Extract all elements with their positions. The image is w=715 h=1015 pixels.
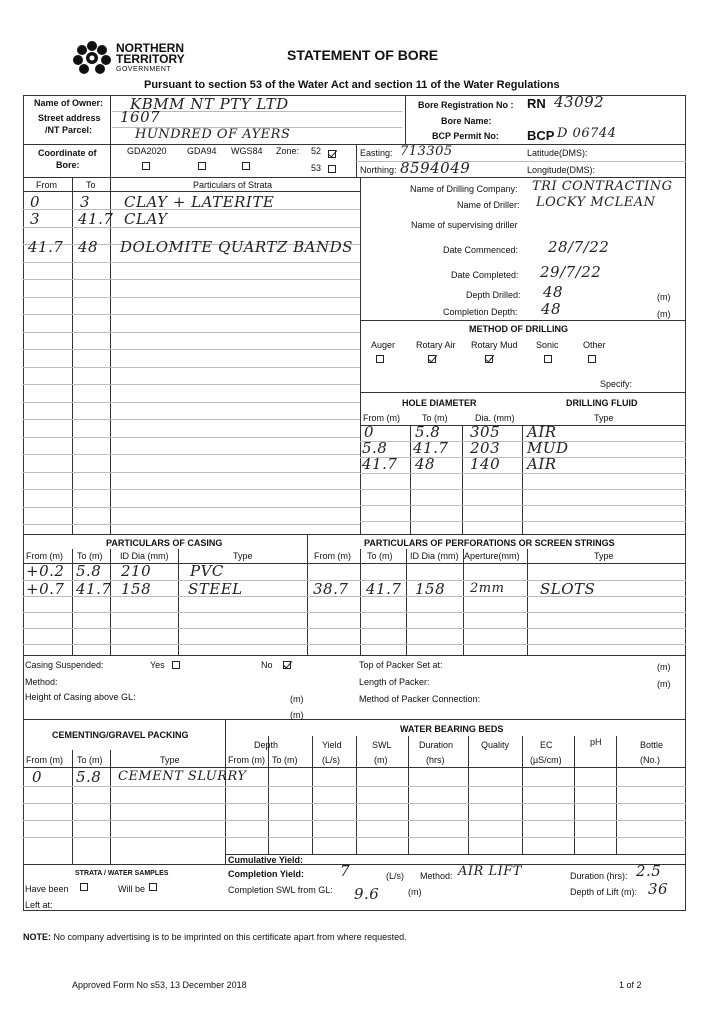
wb-duration-unit: (hrs): [426, 755, 445, 765]
method-title: METHOD OF DRILLING: [469, 324, 568, 334]
casing-title: PARTICULARS OF CASING: [106, 538, 223, 548]
casing-row-1-type[interactable]: PVC: [190, 562, 224, 580]
ruled-line: [360, 505, 686, 506]
cementing-row-1-type[interactable]: CEMENT SLURRY: [118, 769, 247, 784]
page-subtitle: Pursuant to section 53 of the Water Act and section 11 of the Water Regulations: [144, 79, 560, 91]
divider: [110, 549, 111, 655]
zone-52-label: 52: [311, 146, 322, 156]
bcp-label: BCP Permit No:: [432, 131, 499, 141]
perf-to-header: To (m): [367, 551, 393, 561]
completion-method-value[interactable]: AIR LIFT: [458, 864, 522, 879]
method-sonic-checkbox[interactable]: [544, 355, 552, 363]
supervising-driller-label: Name of supervising driller: [411, 220, 518, 230]
bore-reg-label: Bore Registration No :: [418, 100, 514, 110]
completion-swl-label: Completion SWL from GL:: [228, 885, 333, 895]
depth-of-lift-value[interactable]: 36: [648, 880, 669, 898]
divider: [225, 719, 226, 864]
wb-swl-header: SWL: [372, 740, 392, 750]
casing-type-header: Type: [233, 551, 253, 561]
ruled-line: [23, 332, 360, 333]
perf-from-header: From (m): [314, 551, 351, 561]
ruled-line: [23, 820, 686, 821]
ruled-line: [23, 402, 360, 403]
cementing-type-header: Type: [160, 755, 180, 765]
suspended-no-label: No: [261, 660, 273, 670]
date-completed-label: Date Completed:: [451, 270, 519, 280]
hole-row-1-from[interactable]: 0: [364, 423, 375, 441]
footer-note-label: NOTE:: [23, 932, 51, 942]
strata-row-3-desc[interactable]: DOLOMITE QUARTZ BANDS: [120, 238, 353, 256]
wb-depth-header: Depth: [254, 740, 279, 750]
divider: [23, 534, 686, 535]
logo-text-government: GOVERNMENT: [116, 66, 172, 73]
strata-row-3-to[interactable]: 48: [78, 238, 99, 256]
samples-will-be-checkbox[interactable]: [149, 883, 157, 891]
samples-will-be-label: Will be: [118, 884, 146, 894]
drilling-company-value[interactable]: TRI CONTRACTING: [532, 179, 673, 194]
northing-value[interactable]: 8594049: [400, 159, 471, 177]
cumulative-yield-label: Cumulative Yield:: [228, 855, 304, 865]
ruled-line: [360, 441, 686, 442]
wb-duration-header: Duration: [419, 740, 454, 750]
method-auger-checkbox[interactable]: [376, 355, 384, 363]
ruled-line: [23, 297, 360, 298]
footer-note: [23, 932, 407, 942]
ruled-line: [23, 437, 360, 438]
method-rotary-air-label: Rotary Air: [416, 340, 456, 350]
ruled-line: [23, 384, 360, 385]
hole-row-1-to[interactable]: 5.8: [415, 423, 441, 441]
form-number: Approved Form No s53, 13 December 2018: [72, 980, 247, 990]
driller-label: Name of Driller:: [457, 200, 520, 210]
casing-height-unit-2: (m): [290, 710, 304, 720]
driller-value[interactable]: LOCKY MCLEAN: [536, 195, 656, 210]
suspended-yes-checkbox[interactable]: [172, 661, 180, 669]
ruled-line: [23, 314, 360, 315]
ruled-line: [23, 367, 360, 368]
parcel-value[interactable]: HUNDRED OF AYERS: [135, 127, 291, 142]
page-title: STATEMENT OF BORE: [287, 47, 439, 63]
depth-drilled-unit: (m): [657, 292, 671, 302]
wb-from-header: From (m): [228, 755, 265, 765]
hole-row-3-type[interactable]: AIR: [527, 455, 557, 473]
wgs84-checkbox[interactable]: [242, 162, 250, 170]
hole-row-2-from[interactable]: 5.8: [362, 439, 388, 457]
bcp-value[interactable]: D 06744: [557, 126, 617, 141]
parcel-label: /NT Parcel:: [45, 125, 93, 135]
cementing-to-header: To (m): [77, 755, 103, 765]
perf-id-header: ID Dia (mm): [410, 551, 459, 561]
casing-id-header: ID Dia (mm): [120, 551, 169, 561]
wb-ph-header: pH: [590, 737, 602, 747]
casing-height-unit: (m): [290, 694, 304, 704]
hole-from-header: From (m): [363, 413, 400, 423]
casing-suspended-label: Casing Suspended:: [25, 660, 104, 670]
method-rotary-mud-checkbox[interactable]: [485, 355, 493, 363]
wb-quality-header: Quality: [481, 740, 510, 750]
gda94-checkbox[interactable]: [198, 162, 206, 170]
casing-row-1-from[interactable]: +0.2: [26, 562, 65, 580]
strata-row-2-to[interactable]: 41.7: [78, 210, 114, 228]
hole-diameter-title: HOLE DIAMETER: [402, 398, 477, 408]
method-rotary-air-checkbox[interactable]: [428, 355, 436, 363]
divider: [23, 655, 686, 656]
divider: [406, 549, 407, 655]
strata-to-header: To: [86, 180, 96, 190]
hole-row-2-dia[interactable]: 203: [470, 439, 501, 457]
hole-row-2-to[interactable]: 41.7: [413, 439, 449, 457]
wb-yield-unit: (L/s): [322, 755, 340, 765]
perf-row-1-from[interactable]: 38.7: [313, 580, 349, 598]
cementing-title: CEMENTING/GRAVEL PACKING: [52, 730, 189, 740]
bore-reg-value[interactable]: 43092: [554, 93, 605, 111]
fluid-type-header: Type: [594, 413, 614, 423]
street-label: Street address: [38, 113, 101, 123]
ruled-line: [23, 524, 360, 525]
casing-to-header: To (m): [77, 551, 103, 561]
datum-gda94: GDA94: [187, 146, 217, 156]
divider: [360, 320, 686, 321]
ruled-line: [23, 612, 686, 613]
wb-bottle-unit: (No.): [640, 755, 660, 765]
divider: [110, 144, 111, 177]
wb-swl-unit: (m): [374, 755, 388, 765]
datum-wgs84: WGS84: [231, 146, 263, 156]
wb-yield-header: Yield: [322, 740, 342, 750]
divider: [23, 177, 686, 178]
divider: [72, 549, 73, 655]
divider: [110, 750, 111, 864]
perforations-title: PARTICULARS OF PERFORATIONS OR SCREEN STRINGS: [364, 538, 615, 548]
method-other-label: Other: [583, 340, 606, 350]
packer-top-unit: (m): [657, 662, 671, 672]
strata-row-3-from[interactable]: 41.7: [28, 238, 64, 256]
completion-yield-value[interactable]: 7: [340, 862, 351, 880]
longitude-label: Longitude(DMS):: [527, 165, 596, 175]
hole-row-3-dia[interactable]: 140: [470, 455, 501, 473]
method-auger-label: Auger: [371, 340, 396, 350]
casing-row-2-to[interactable]: 41.7: [76, 580, 112, 598]
casing-row-1-id[interactable]: 210: [121, 562, 152, 580]
ruled-line: [360, 457, 686, 458]
date-completed-value[interactable]: 29/7/22: [540, 263, 602, 281]
completion-yield-label: Completion Yield:: [228, 869, 305, 879]
completion-depth-unit: (m): [657, 309, 671, 319]
samples-have-been-label: Have been: [25, 884, 69, 894]
strata-row-1-to[interactable]: 3: [80, 193, 91, 211]
divider: [72, 177, 73, 534]
method-specify-label: Specify:: [600, 379, 633, 389]
completion-duration-label: Duration (hrs):: [570, 871, 628, 881]
completion-depth-value[interactable]: 48: [541, 300, 562, 318]
divider: [463, 549, 464, 655]
divider: [307, 534, 308, 655]
cementing-row-1-to[interactable]: 5.8: [76, 768, 102, 786]
divider: [23, 864, 686, 865]
method-sonic-label: Sonic: [536, 340, 559, 350]
divider: [527, 549, 528, 655]
street-value[interactable]: 1607: [120, 108, 161, 126]
completion-swl-unit: (m): [408, 887, 422, 897]
perf-aperture-header: Aperture(mm): [464, 551, 520, 561]
zone-53-checkbox[interactable]: [328, 165, 336, 173]
strata-particulars-header: Particulars of Strata: [193, 180, 273, 190]
bore-name-label: Bore Name:: [441, 116, 492, 126]
divider: [110, 95, 111, 144]
casing-row-2-type[interactable]: STEEL: [188, 580, 243, 598]
drilling-fluid-title: DRILLING FLUID: [566, 398, 638, 408]
divider: [72, 750, 73, 864]
casing-row-2-id[interactable]: 158: [121, 580, 152, 598]
divider: [23, 191, 360, 192]
completion-swl-value[interactable]: 9.6: [354, 885, 380, 903]
completion-depth-label: Completion Depth:: [443, 307, 518, 317]
nt-government-logo: [70, 40, 114, 76]
wb-ec-header: EC: [540, 740, 553, 750]
hole-row-3-from[interactable]: 41.7: [362, 455, 398, 473]
strata-row-1-from[interactable]: 0: [30, 193, 41, 211]
strata-row-1-desc[interactable]: CLAY + LATERITE: [124, 193, 275, 211]
ruled-line: [23, 803, 686, 804]
strata-from-header: From: [36, 180, 57, 190]
ruled-line: [23, 349, 360, 350]
bore-reg-prefix: RN: [527, 96, 546, 111]
ruled-line: [23, 472, 360, 473]
strata-row-2-desc[interactable]: CLAY: [124, 210, 168, 228]
hole-row-3-to[interactable]: 48: [415, 455, 436, 473]
northing-label: Northing:: [360, 165, 397, 175]
zone-52-checkbox[interactable]: [328, 150, 336, 158]
ruled-line: [23, 419, 360, 420]
form-frame: [23, 95, 686, 911]
depth-drilled-label: Depth Drilled:: [466, 290, 521, 300]
divider: [178, 549, 179, 655]
completion-duration-value[interactable]: 2.5: [636, 862, 662, 880]
logo-text-territory: TERRITORY: [116, 52, 185, 66]
ruled-line: [23, 837, 686, 838]
divider: [360, 549, 361, 655]
date-commenced-label: Date Commenced:: [443, 245, 519, 255]
water-beds-title: WATER BEARING BEDS: [400, 724, 504, 734]
easting-value[interactable]: 713305: [400, 144, 453, 159]
wb-ec-unit: (µS/cm): [530, 755, 562, 765]
samples-title: STRATA / WATER SAMPLES: [75, 870, 169, 877]
divider: [405, 95, 406, 144]
divider: [360, 425, 686, 426]
hole-to-header: To (m): [422, 413, 448, 423]
hole-row-2-type[interactable]: MUD: [527, 439, 569, 457]
hole-row-1-type[interactable]: AIR: [527, 423, 557, 441]
suspended-no-checkbox[interactable]: [283, 661, 291, 669]
packer-top-label: Top of Packer Set at:: [359, 660, 443, 670]
casing-row-2-from[interactable]: +0.7: [26, 580, 65, 598]
date-commenced-value[interactable]: 28/7/22: [548, 238, 610, 256]
easting-label: Easting:: [360, 148, 393, 158]
packer-method-label: Method of Packer Connection:: [359, 694, 481, 704]
casing-row-1-to[interactable]: 5.8: [76, 562, 102, 580]
samples-left-at-label: Left at:: [25, 900, 53, 910]
ruled-line: [360, 473, 686, 474]
ruled-line: [23, 454, 360, 455]
ruled-line: [360, 489, 686, 490]
divider: [23, 719, 686, 720]
cementing-row-1-from[interactable]: 0: [32, 768, 43, 786]
zone-53-label: 53: [311, 163, 322, 173]
perf-row-1-id[interactable]: 158: [415, 580, 446, 598]
latitude-label: Latitude(DMS):: [527, 148, 588, 158]
perf-type-header: Type: [594, 551, 614, 561]
depth-of-lift-label: Depth of Lift (m):: [570, 887, 638, 897]
ruled-line: [23, 279, 360, 280]
owner-name-value[interactable]: KBMM NT PTY LTD: [130, 95, 289, 113]
packer-length-label: Length of Packer:: [359, 677, 430, 687]
ruled-line: [23, 628, 686, 629]
ruled-line: [23, 786, 686, 787]
gda2020-checkbox[interactable]: [142, 162, 150, 170]
hole-dia-header: Dia. (mm): [475, 413, 515, 423]
logo-text-northern: NORTHERN: [116, 41, 184, 55]
casing-height-label: Height of Casing above GL:: [25, 692, 136, 702]
perf-row-1-aperture[interactable]: 2mm: [470, 581, 505, 596]
casing-from-header: From (m): [26, 551, 63, 561]
owner-name-label: Name of Owner:: [34, 98, 104, 108]
divider: [110, 177, 111, 534]
divider: [23, 144, 686, 145]
ruled-line: [23, 644, 686, 645]
method-rotary-mud-label: Rotary Mud: [471, 340, 518, 350]
coord-label-bore: Bore:: [56, 160, 80, 170]
datum-gda2020: GDA2020: [127, 146, 167, 156]
method-other-checkbox[interactable]: [588, 355, 596, 363]
suspension-method-label: Method:: [25, 677, 58, 687]
ruled-line: [23, 262, 360, 263]
divider: [23, 767, 686, 768]
bcp-prefix: BCP: [527, 128, 555, 143]
completion-method-label: Method:: [420, 871, 453, 881]
ruled-line: [23, 507, 360, 508]
wb-bottle-header: Bottle: [640, 740, 664, 750]
perf-row-1-to[interactable]: 41.7: [366, 580, 402, 598]
ruled-line: [23, 227, 360, 228]
wb-to-header: To (m): [272, 755, 298, 765]
coord-label: Coordinate of: [38, 148, 97, 158]
ruled-line: [23, 489, 360, 490]
ruled-line: [360, 521, 686, 522]
divider: [360, 177, 361, 534]
page-number: 1 of 2: [619, 980, 642, 990]
drilling-company-label: Name of Drilling Company:: [410, 184, 518, 194]
cementing-from-header: From (m): [26, 755, 63, 765]
suspended-yes-label: Yes: [150, 660, 165, 670]
footer-note-text: No company advertising is to be imprinted on this certificate apart from where requested.: [53, 932, 407, 942]
perf-row-1-type[interactable]: SLOTS: [540, 580, 596, 598]
zone-label: Zone:: [276, 146, 300, 156]
depth-drilled-value[interactable]: 48: [543, 283, 564, 301]
samples-have-been-checkbox[interactable]: [80, 883, 88, 891]
divider: [360, 392, 686, 393]
hole-row-1-dia[interactable]: 305: [470, 423, 501, 441]
strata-row-2-from[interactable]: 3: [30, 210, 41, 228]
packer-length-unit: (m): [657, 679, 671, 689]
completion-yield-unit: (L/s): [386, 871, 404, 881]
